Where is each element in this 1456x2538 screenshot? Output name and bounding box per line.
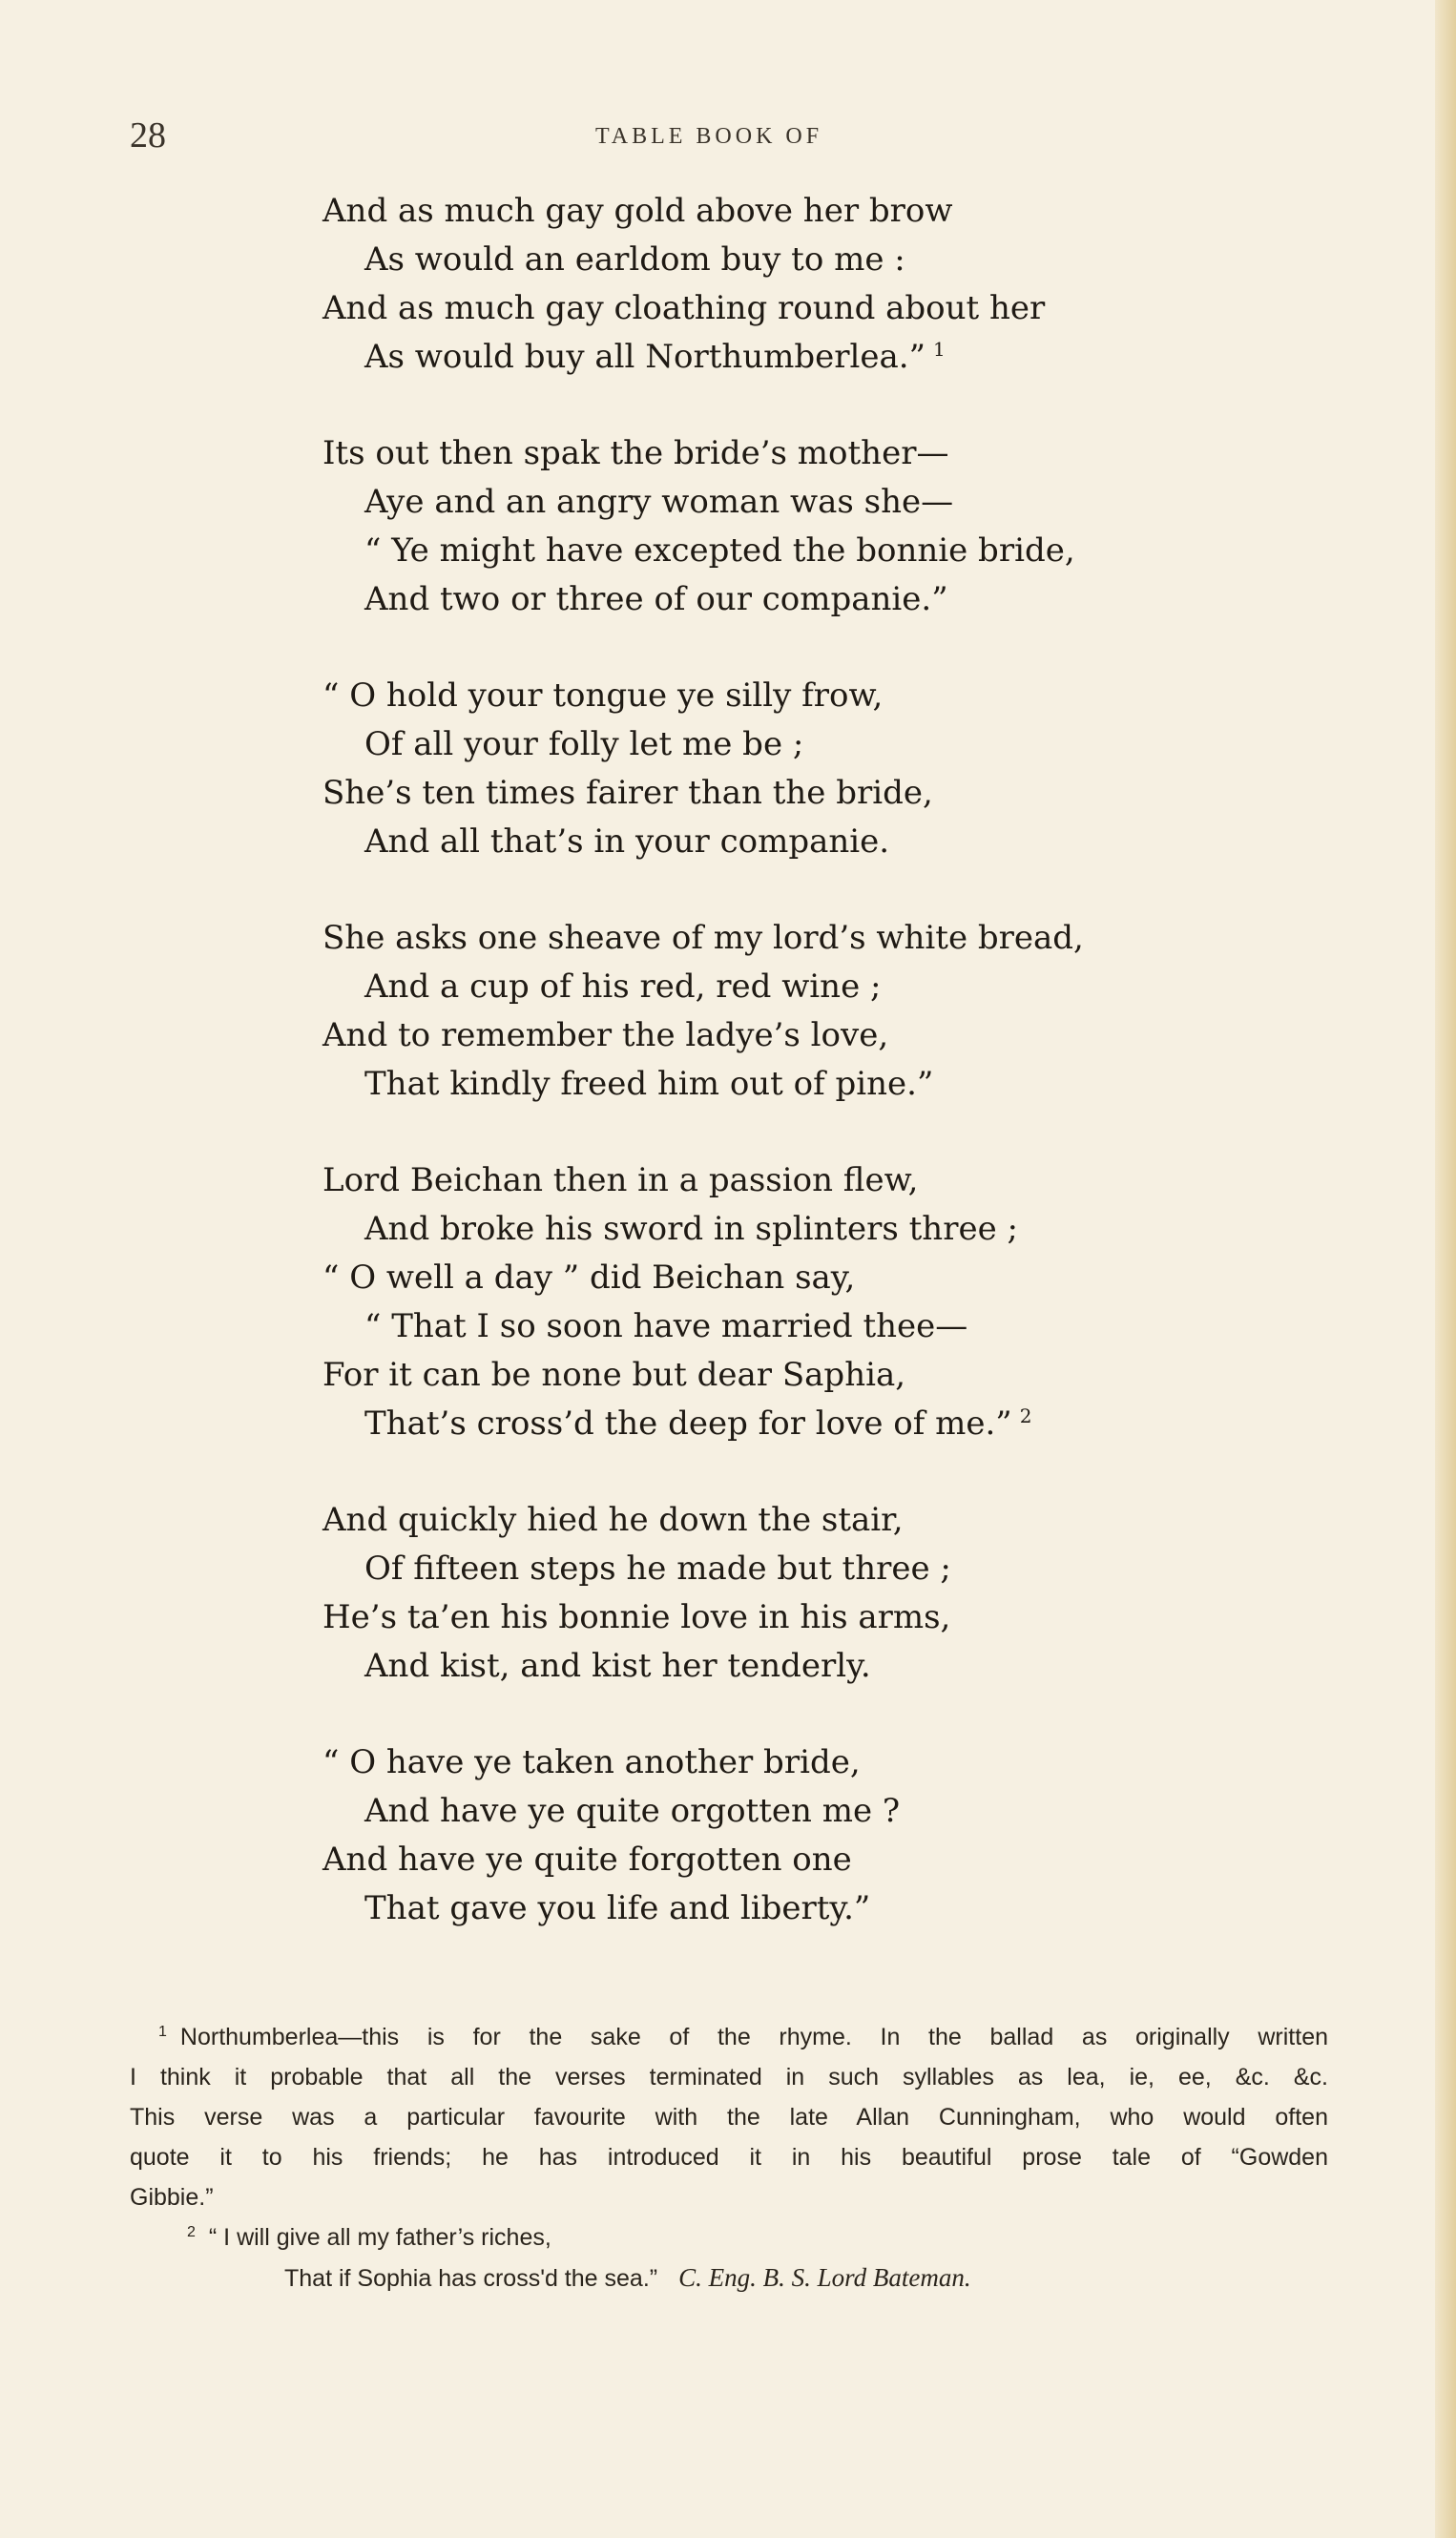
poem-line: And as much gay cloathing round about her <box>322 289 1046 327</box>
poem-line: She asks one sheave of my lord’s white bread, <box>322 919 1084 957</box>
stanza <box>322 914 1277 1109</box>
poem-line: “ O well a day ” did Beichan say, <box>322 1259 856 1297</box>
poem-line: And broke his sword in splinters three ; <box>364 1210 1018 1248</box>
poem-line: “ O hold your tongue ye silly frow, <box>322 676 884 715</box>
footnote-2-line: That if Sophia has cross'd the sea.” C. Eng. B. S. Lord Bateman. <box>284 2263 971 2292</box>
poem-line: And all that’s in your companie. <box>364 822 890 861</box>
poem-line: That kindly freed him out of pine.” <box>364 1065 934 1103</box>
poem-line: That’s cross’d the deep for love of me.” $^2$ <box>364 1404 1032 1443</box>
poem-line: And to remember the ladye’s love, <box>322 1016 889 1054</box>
footnotes <box>130 2017 1328 2299</box>
poem-line: And as much gay gold above her brow <box>322 192 953 230</box>
footnote-1-line: This verse was a particular favourite with the late Allan Cunningham, who would often <box>130 2104 1328 2131</box>
poem-line: As would an earldom buy to me : <box>364 240 905 279</box>
footnote-2-line: $^2$ “ I will give all my father’s riches, <box>187 2223 551 2251</box>
poem-line: He’s ta’en his bonnie love in his arms, <box>322 1598 951 1636</box>
poem-line: And have ye quite orgotten me ? <box>364 1792 901 1830</box>
poem-line: And quickly hied he down the stair, <box>322 1501 904 1539</box>
footnote-mark: 2 <box>187 2223 196 2240</box>
footnote-citation: C. Eng. B. S. Lord Bateman. <box>678 2263 971 2292</box>
poem-line: Of all your folly let me be ; <box>364 725 804 763</box>
stanza <box>322 429 1277 624</box>
footnote-1-line: $^1$ Northumberlea—this is for the sake of the rhyme. In the ballad as originally written <box>158 2023 1328 2050</box>
stanza <box>322 1738 1277 1933</box>
stanza <box>322 1156 1277 1448</box>
poem-line: “ O have ye taken another bride, <box>322 1743 861 1781</box>
poem-line: “ That I so soon have married thee— <box>364 1307 968 1345</box>
stanza <box>322 187 1277 382</box>
poem-line: “ Ye might have excepted the bonnie bride, <box>364 531 1075 570</box>
poem-line: And a cup of his red, red wine ; <box>364 967 882 1006</box>
footnote-ref[interactable]: 1 <box>933 337 946 361</box>
stanza <box>322 672 1277 866</box>
page-number: 28 <box>130 115 166 156</box>
poem-line: That gave you life and liberty.” <box>364 1889 871 1927</box>
poem-line: For it can be none but dear Saphia, <box>322 1356 906 1394</box>
poem-line: Aye and an angry woman was she— <box>364 483 954 521</box>
poem-line: And kist, and kist her tenderly. <box>364 1647 871 1685</box>
poem <box>322 187 1277 1981</box>
running-title: TABLE BOOK OF <box>595 124 823 149</box>
footnote-1-line: I think it probable that all the verses terminated in such syllables as lea, ie, ee, &c. &c. <box>130 2064 1328 2091</box>
page-header <box>130 114 1370 162</box>
poem-line: Of fifteen steps he made but three ; <box>364 1550 951 1588</box>
footnote-1-line: Gibbie.” <box>130 2184 214 2211</box>
poem-line: As would buy all Northumberlea.” $^1$ <box>364 337 946 376</box>
poem-line: And have ye quite forgotten one <box>322 1841 852 1879</box>
poem-line: Its out then spak the bride’s mother— <box>322 434 949 472</box>
footnote-ref[interactable]: 2 <box>1019 1404 1032 1427</box>
footnote-mark: 1 <box>158 2023 167 2040</box>
poem-line: She’s ten times fairer than the bride, <box>322 774 933 812</box>
poem-line: Lord Beichan then in a passion flew, <box>322 1161 919 1199</box>
footnote-1-line: quote it to his friends; he has introduced it in his beautiful prose tale of “Gowden <box>130 2144 1328 2171</box>
page-edge <box>1435 0 1456 2538</box>
stanza <box>322 1496 1277 1691</box>
poem-line: And two or three of our companie.” <box>364 580 948 618</box>
